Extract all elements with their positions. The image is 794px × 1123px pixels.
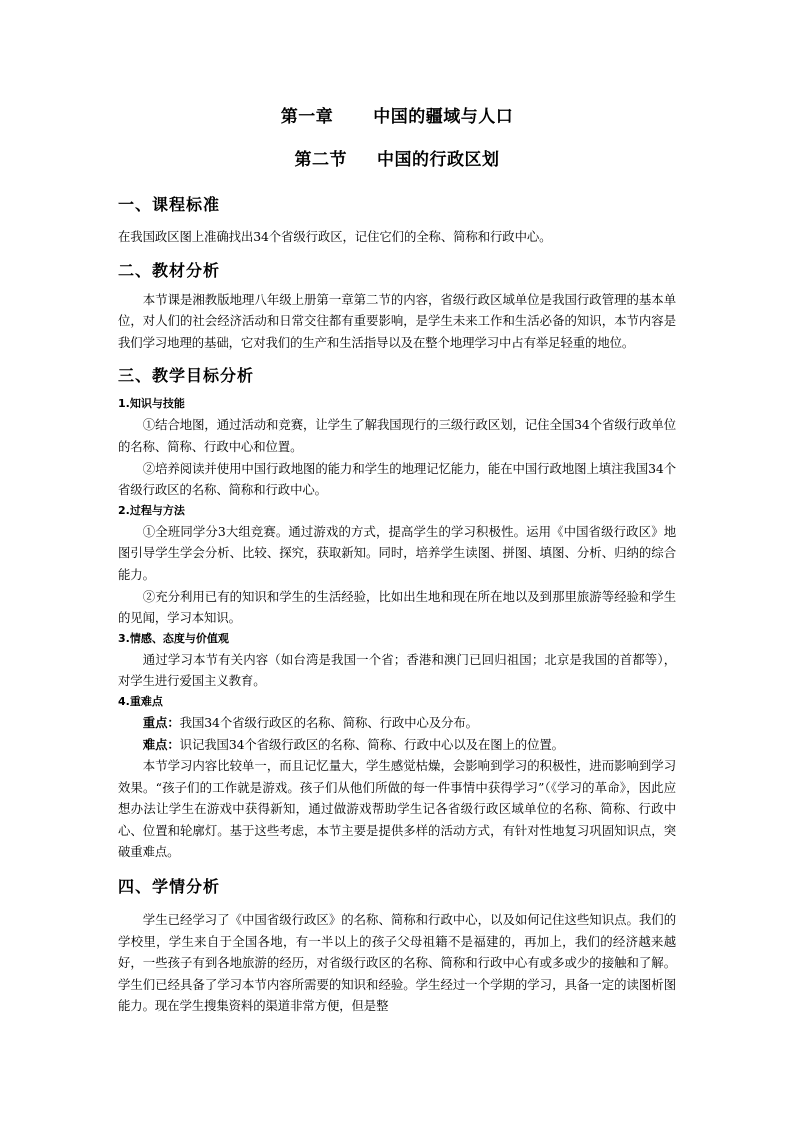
textbook-analysis-text: 本节课是湘教版地理八年级上册第一章第二节的内容，省级行政区域单位是我国行政管理的基本单位，对人们的社会经济活动和日常交往都有重要影响，是学生未来工作和生活必备的知识，本节内容是我们学习地理的基础，它对我们的生产和生活指导以及在整个地理学习中占有举足轻重的地位。 (118, 291, 676, 350)
curriculum-standard-text: 在我国政区图上准确找出34个省级行政区，记住它们的全称、简称和行政中心。 (118, 229, 552, 244)
student-analysis-text: 学生已经学习了《中国省级行政区》的名称、简称和行政中心，以及如何记住这些知识点。我们的学校里，学生来自于全国各地，有一半以上的孩子父母祖籍不是福建的，再加上，我们的经济越来越好，一些孩子有到各地旅游的经历，对省级行政区的名称、简称和行政中心有或多或少的接触和了解。学生们已经具备了学习本节内容所需要的知识和经验。学生经过一个学期的学习，具备一定的读图析图能力。现在学生搜集资料的渠道非常方便，但是整 (118, 912, 676, 1014)
difficult-point-label: 难点： (142, 736, 180, 752)
section-title (118, 147, 676, 173)
subheading-attitude-values: 3.情感、态度与价值观 (118, 631, 229, 645)
section-name: 中国的行政区划 (377, 150, 500, 170)
key-point-text: 我国34个省级行政区的名称、简称、行政中心及分布。 (179, 714, 478, 730)
document-content (118, 104, 676, 1017)
chapter-title (118, 104, 676, 130)
difficult-point-text: 识记我国34个省级行政区的名称、简称、行政中心以及在图上的位置。 (179, 736, 564, 752)
chapter-number: 第一章 (280, 107, 334, 127)
process-method-p1: ①全班同学分3大组竞赛。通过游戏的方式，提高学生的学习积极性。运用《中国省级行政区》地图引导学生学会分析、比较、探究，获取新知。同时，培养学生读图、拼图、填图、分析、归纳的综合能力。 (118, 523, 676, 582)
heading-student-analysis: 四、学情分析 (118, 877, 221, 897)
process-method-p2: ②充分利用已有的知识和学生的生活经验，比如出生地和现在所在地以及到那里旅游等经验和学生的见闻，学习本知识。 (118, 588, 676, 626)
key-difficult-analysis: 本节学习内容比较单一，而且记忆量大，学生感觉枯燥，会影响到学习的积极性，进而影响到学习效果。“孩子们的工作就是游戏。孩子们从他们所做的每一件事情中获得学习”（《学习的革命》，因此应想办法让学生在游戏中获得新知，通过做游戏帮助学生记各省级行政区域单位的名称、简称、行政中心、位置和轮廓灯。基于这些考虑，本节主要是提供多样的活动方式，有针对性地复习巩固知识点，突破重难点。 (118, 758, 676, 860)
difficult-point-line (118, 734, 676, 756)
subheading-knowledge-skills: 1.知识与技能 (118, 397, 185, 411)
subheading-process-method: 2.过程与方法 (118, 503, 185, 517)
heading-objectives: 三、教学目标分析 (118, 366, 255, 386)
key-point-line (118, 712, 676, 734)
knowledge-skills-p2: ②培养阅读并使用中国行政地图的能力和学生的地理记忆能力，能在中国行政地图上填注我国34个省级行政区的名称、简称和行政中心。 (118, 460, 676, 498)
heading-textbook-analysis: 二、教材分析 (118, 260, 221, 280)
attitude-values-p1: 通过学习本节有关内容（如台湾是我国一个省；香港和澳门已回归祖国；北京是我国的首都等），对学生进行爱国主义教育。 (118, 651, 676, 689)
chapter-name: 中国的疆域与人口 (373, 107, 514, 127)
key-point-label: 重点： (142, 714, 180, 730)
subheading-key-difficult-points: 4.重难点 (118, 694, 163, 708)
heading-curriculum-standard: 一、课程标准 (118, 195, 221, 214)
section-number: 第二节 (294, 150, 347, 170)
knowledge-skills-p1: ①结合地图，通过活动和竞赛，让学生了解我国现行的三级行政区划，记住全国34个省级行政单位的名称、简称、行政中心和位置。 (118, 417, 676, 454)
